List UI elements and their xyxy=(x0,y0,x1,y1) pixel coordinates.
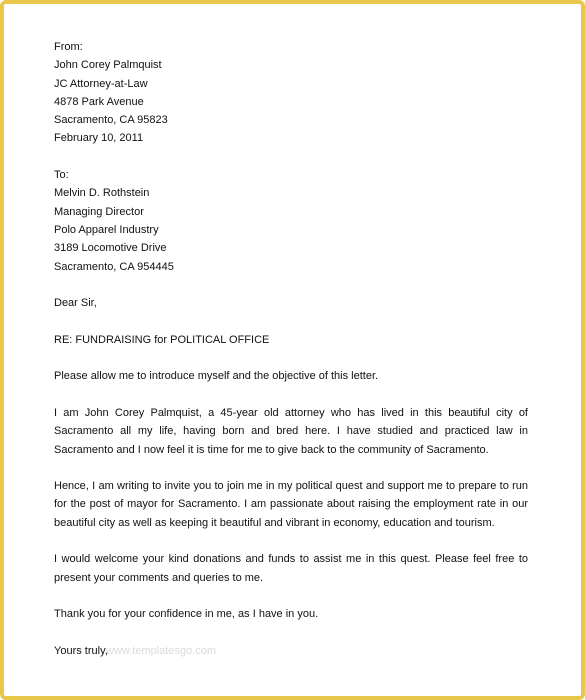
subject-line: RE: FUNDRAISING for POLITICAL OFFICE xyxy=(54,333,270,346)
recipient-street: 3189 Locomotive Drive xyxy=(54,242,167,255)
salutation: Dear Sir, xyxy=(54,297,97,310)
closing-block xyxy=(54,642,528,660)
watermark: www.templatesgo.com xyxy=(106,644,217,657)
paragraph-intro: Please allow me to introduce myself and the objective of this letter. xyxy=(54,370,379,383)
recipient-name: Melvin D. Rothstein xyxy=(54,187,150,200)
sender-name: John Corey Palmquist xyxy=(54,59,162,72)
from-label: From: xyxy=(54,41,83,53)
sender-city: Sacramento, CA 95823 xyxy=(54,114,168,127)
sender-street: 4878 Park Avenue xyxy=(54,95,144,108)
paragraph-background: I am John Corey Palmquist, a 45-year old attorney who has lived in this beautiful city of Sacramento all my life, having born and bred here. I have studied and practiced law in Sacramento and I now feel it is time for me to give back to the community of Sacramento. xyxy=(54,406,528,456)
recipient-company: Polo Apparel Industry xyxy=(54,223,159,236)
letter-date: February 10, 2011 xyxy=(54,132,144,145)
paragraph-invitation: Hence, I am writing to invite you to join me in my political quest and support me to prepare to run for the post of mayor for Sacramento. I am passionate about raising the employment rate in our beautiful city as well as keeping it beautiful and vibrant in economy, education and tourism. xyxy=(54,480,528,529)
closing-text: Yours truly, xyxy=(54,644,108,657)
recipient-block xyxy=(54,166,528,276)
sender-title: JC Attorney-at-Law xyxy=(54,77,148,90)
to-label: To: xyxy=(54,169,69,182)
paragraph-thanks: Thank you for your confidence in me, as I have in you. xyxy=(54,608,319,621)
letter-body xyxy=(54,38,528,660)
sender-block xyxy=(54,38,528,148)
recipient-city: Sacramento, CA 954445 xyxy=(54,260,174,273)
recipient-title: Managing Director xyxy=(54,205,144,218)
paragraph-donations: I would welcome your kind donations and funds to assist me in this quest. Please feel free to present your comments and queries to me. xyxy=(54,553,528,584)
